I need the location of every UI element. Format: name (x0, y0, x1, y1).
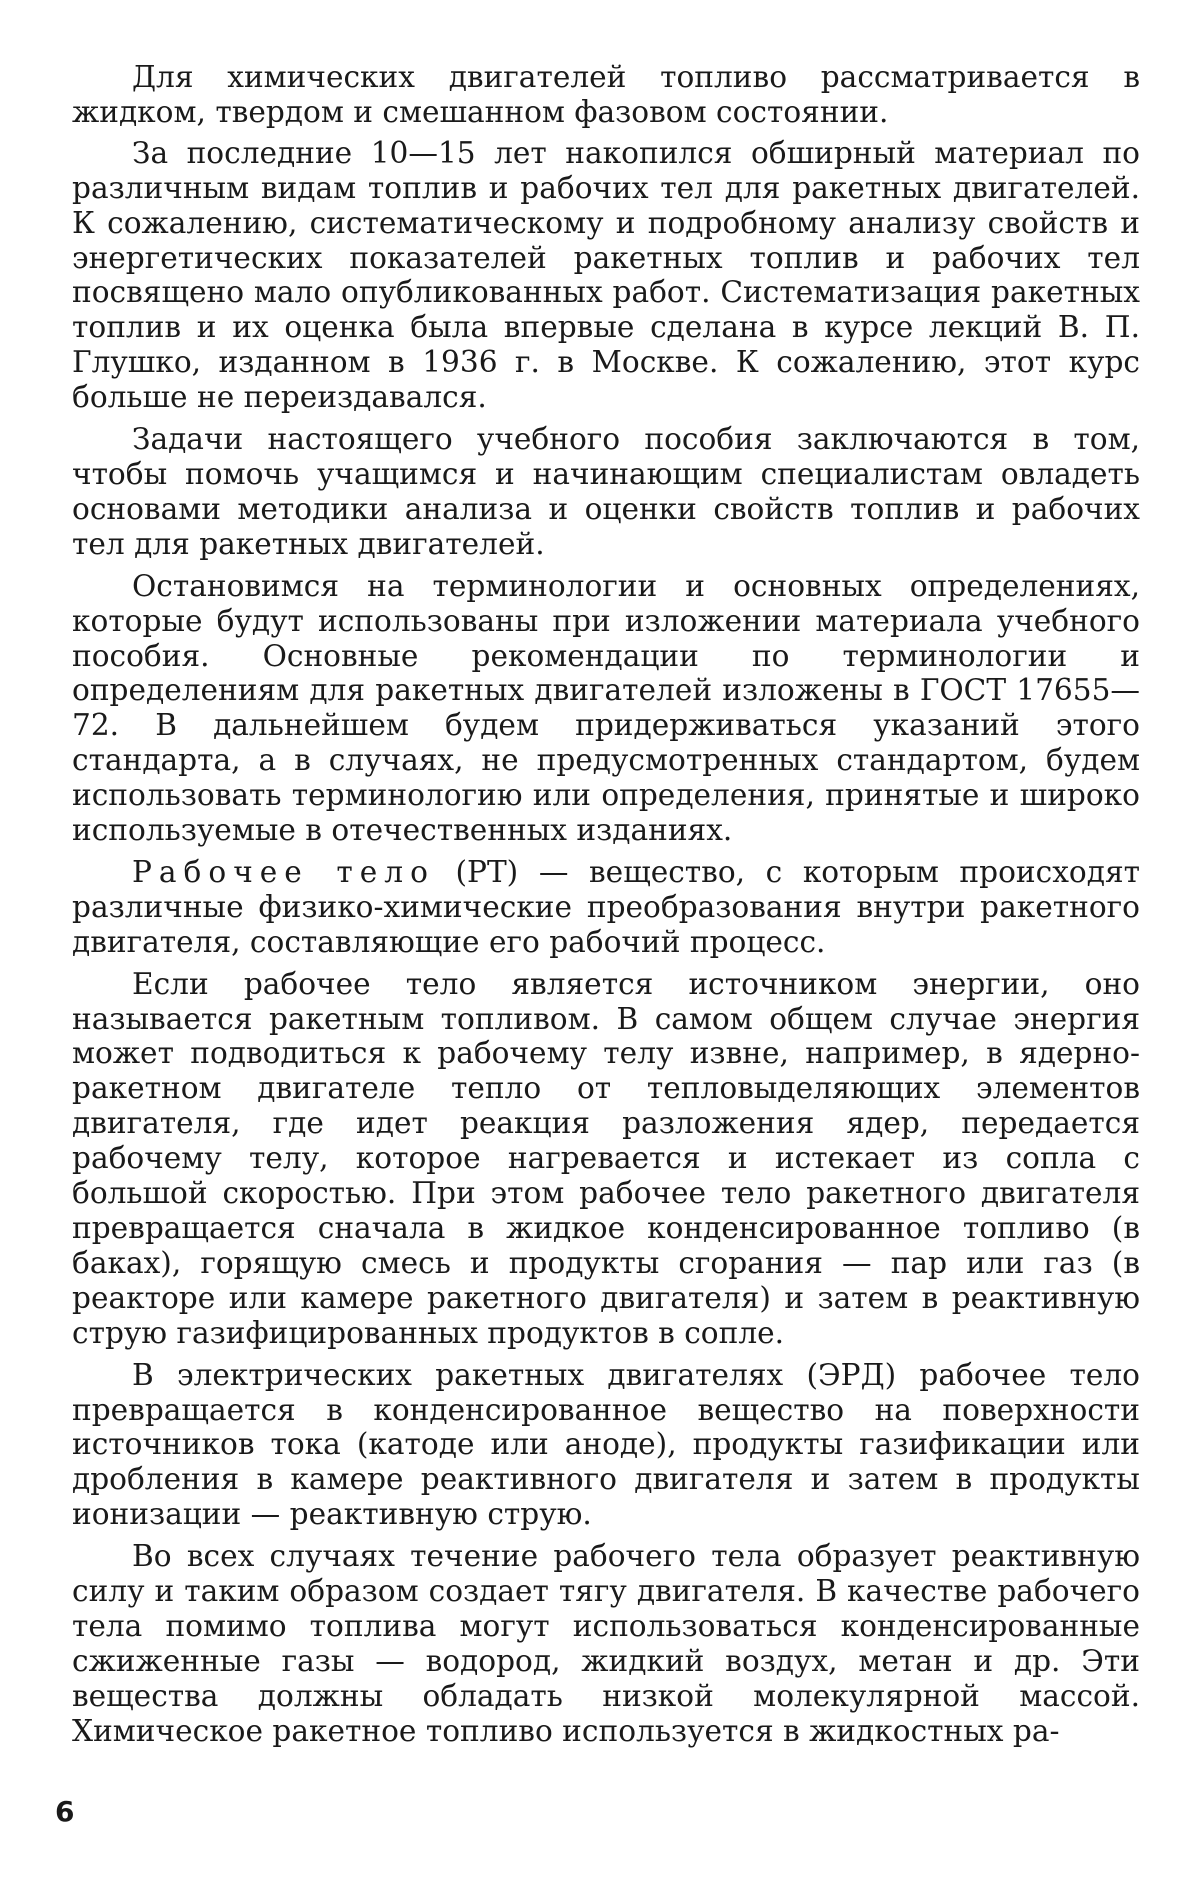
body-text (72, 60, 1140, 1756)
paragraph-7: В электрических ракетных двигателях (ЭРД) рабочее тело превращается в конденсированное вещество на поверхности источников тока (катоде или аноде), продукты газификации или дробления в камере реактивного двигателя и затем в продукты ионизации — реактивную струю. (72, 1357, 1140, 1532)
page-number: 6 (55, 1795, 75, 1828)
paragraph-6: Если рабочее тело является источником энергии, оно называется ракетным топливом. В самом общем случае энергия может подводиться к рабочему телу извне, например, в ядерно-ракетном двигателе тепло от тепловыделяющих элементов двигателя, где идет реакция разложения ядер, передается рабочему телу, которое нагревается и истекает из сопла с большой скоростью. При этом рабочее тело ракетного двигателя превращается сначала в жидкое конденсированное топливо (в баках), горящую смесь и продукты сгорания — пар или газ (в реакторе или камере ракетного двигателя) и затем в реактивную струю газифицированных продуктов в сопле. (72, 966, 1140, 1350)
paragraph-4: Остановимся на терминологии и основных определениях, которые будут использованы при изложении материала учебного пособия. Основные рекомендации по терминологии и определениям для ракетных двигателей изложены в ГОСТ 17655—72. В дальнейшем будем придерживаться указаний этого стандарта, а в случаях, не предусмотренных стандартом, будем использовать терминологию или определения, принятые и широко используемые в отечественных изданиях. (72, 568, 1140, 848)
defined-term: Рабочее тело (132, 854, 435, 889)
paragraph-3: Задачи настоящего учебного пособия заключаются в том, чтобы помочь учащимся и начинающим специалистам овладеть основами методики анализа и оценки свойств топлив и рабочих тел для ракетных двигателей. (72, 422, 1140, 561)
definition-text: (РТ) — вещество, с которым происходят различные физико-химические преобразования внутри ракетного двигателя, составляющие его рабочий процесс. (72, 854, 1140, 959)
paragraph-2: За последние 10—15 лет накопился обширный материал по различным видам топлив и рабочих тел для ракетных двигателей. К сожалению, систематическому и подробному анализу свойств и энергетических показателей ракетных топлив и рабочих тел посвящено мало опубликованных работ. Систематизация ракетных топлив и их оценка была впервые сделана в курсе лекций В. П. Глушко, изданном в 1936 г. в Москве. К сожалению, этот курс больше не переиздавался. (72, 135, 1140, 415)
paragraph-5-definition (72, 855, 1140, 960)
paragraph-8: Во всех случаях течение рабочего тела образует реактивную силу и таким образом создает тягу двигателя. В качестве рабочего тела помимо топлива могут использоваться конденсированные сжиженные газы — водород, жидкий воздух, метан и др. Эти вещества должны обладать низкой молекулярной массой. Химическое ракетное топливо используется в жидкостных ра- (72, 1539, 1140, 1748)
paragraph-1: Для химических двигателей топливо рассматривается в жидком, твердом и смешанном фазовом состоянии. (72, 60, 1140, 129)
